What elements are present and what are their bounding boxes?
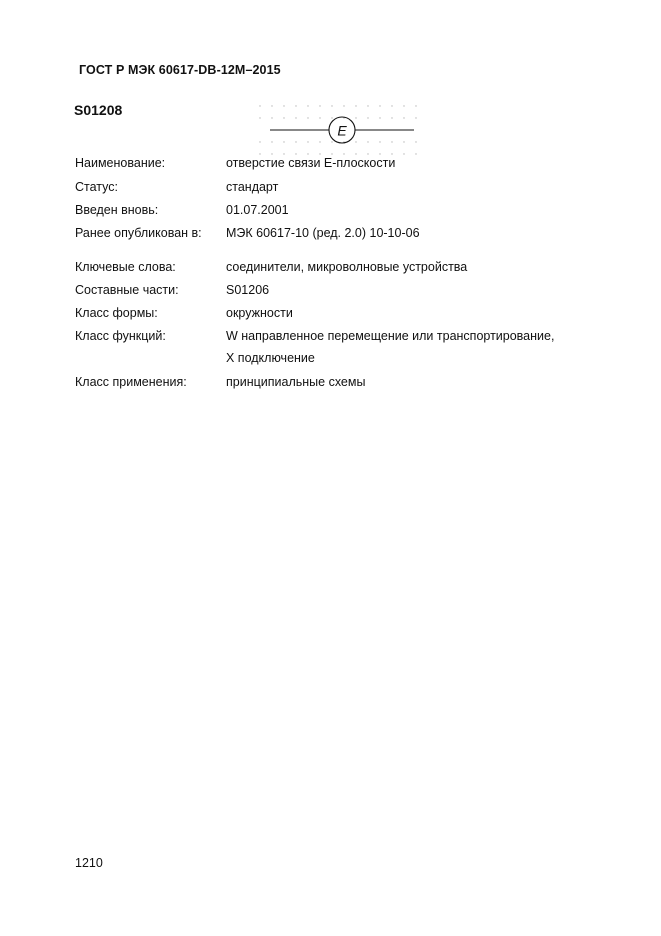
grid-dot bbox=[379, 105, 380, 106]
grid-dot bbox=[415, 105, 416, 106]
grid-dot bbox=[331, 105, 332, 106]
grid-dot bbox=[343, 153, 344, 154]
grid-dot bbox=[307, 105, 308, 106]
grid-dot bbox=[259, 117, 260, 118]
grid-dot bbox=[283, 105, 284, 106]
grid-dot bbox=[415, 141, 416, 142]
grid-dot bbox=[331, 153, 332, 154]
grid-dot bbox=[367, 105, 368, 106]
field-label: Ключевые слова: bbox=[75, 260, 176, 274]
grid-dot bbox=[319, 153, 320, 154]
field-label: Статус: bbox=[75, 180, 118, 194]
grid-dot bbox=[367, 153, 368, 154]
grid-dot bbox=[355, 117, 356, 118]
grid-dot bbox=[415, 117, 416, 118]
grid-dot bbox=[295, 153, 296, 154]
field-value: S01206 bbox=[226, 283, 270, 297]
field-value: X подключение bbox=[226, 351, 315, 365]
grid-dot bbox=[379, 117, 380, 118]
field-label: Ранее опубликован в: bbox=[75, 226, 202, 240]
grid-dot bbox=[295, 141, 296, 142]
grid-dot bbox=[307, 117, 308, 118]
grid-dot bbox=[379, 141, 380, 142]
grid-dot bbox=[319, 105, 320, 106]
grid-dot bbox=[355, 105, 356, 106]
grid-dot bbox=[271, 105, 272, 106]
field-label: Наименование: bbox=[75, 156, 166, 170]
field-label: Составные части: bbox=[75, 283, 179, 297]
field-label: Класс функций: bbox=[75, 329, 166, 343]
field-value: 01.07.2001 bbox=[226, 203, 289, 217]
field-value: окружности bbox=[226, 306, 293, 320]
grid-dot bbox=[355, 141, 356, 142]
symbol-drawing bbox=[252, 100, 432, 160]
grid-dot bbox=[259, 153, 260, 154]
grid-dot bbox=[283, 153, 284, 154]
grid-dot bbox=[259, 141, 260, 142]
field-label: Класс применения: bbox=[75, 375, 187, 389]
field-label: Класс формы: bbox=[75, 306, 158, 320]
field-value: МЭК 60617-10 (ред. 2.0) 10-10-06 bbox=[226, 226, 420, 240]
symbol-letter: E bbox=[337, 122, 347, 139]
field-value: стандарт bbox=[226, 180, 279, 194]
grid-dot bbox=[391, 141, 392, 142]
grid-dot bbox=[331, 117, 332, 118]
document-header: ГОСТ Р МЭК 60617-DB-12M–2015 bbox=[79, 63, 281, 77]
grid-dot bbox=[343, 105, 344, 106]
grid-dot bbox=[319, 117, 320, 118]
grid-dot bbox=[319, 141, 320, 142]
grid-dot bbox=[331, 141, 332, 142]
grid-dot bbox=[355, 153, 356, 154]
grid-dot bbox=[367, 117, 368, 118]
grid-dot bbox=[403, 141, 404, 142]
grid-dot bbox=[367, 141, 368, 142]
field-value: отверстие связи E-плоскости bbox=[226, 156, 396, 170]
grid-dot bbox=[391, 117, 392, 118]
grid-dot bbox=[283, 117, 284, 118]
grid-dot bbox=[403, 105, 404, 106]
grid-dot bbox=[415, 153, 416, 154]
page-number: 1210 bbox=[75, 856, 103, 870]
grid-dot bbox=[271, 117, 272, 118]
field-label: Введен вновь: bbox=[75, 203, 159, 217]
grid-dot bbox=[391, 153, 392, 154]
grid-dot bbox=[379, 153, 380, 154]
grid-dot bbox=[403, 153, 404, 154]
grid-dot bbox=[403, 117, 404, 118]
symbol-code: S01208 bbox=[74, 102, 123, 118]
grid-dot bbox=[307, 141, 308, 142]
grid-dot bbox=[259, 105, 260, 106]
grid-dot bbox=[307, 153, 308, 154]
field-value: W направленное перемещение или транспортирование, bbox=[226, 329, 555, 343]
field-value: принципиальные схемы bbox=[226, 375, 366, 389]
grid-dot bbox=[391, 105, 392, 106]
grid-dot bbox=[283, 141, 284, 142]
field-value: соединители, микроволновые устройства bbox=[226, 260, 468, 274]
grid-dot bbox=[271, 141, 272, 142]
grid-dot bbox=[271, 153, 272, 154]
grid-dot bbox=[295, 117, 296, 118]
grid-dot bbox=[295, 105, 296, 106]
